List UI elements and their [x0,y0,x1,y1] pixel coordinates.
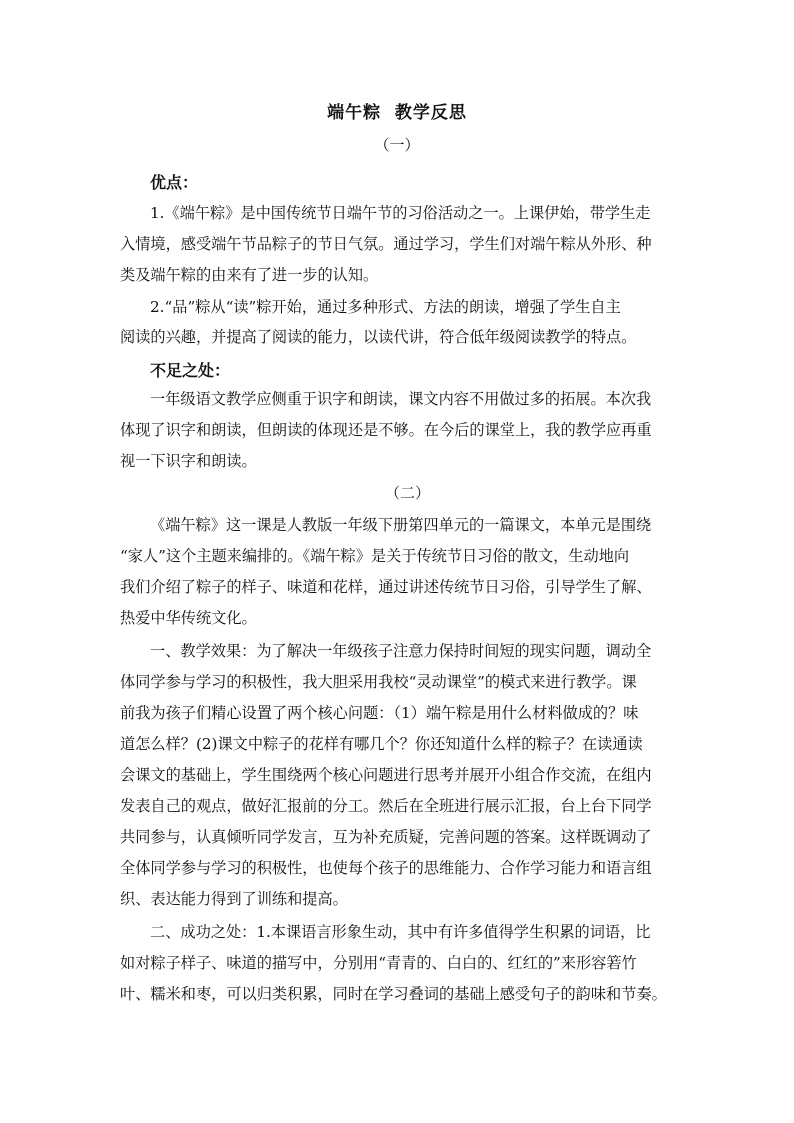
paragraph-line: 《端午粽》这一课是人教版一年级下册第四单元的一篇课文，本单元是围绕 [150,516,652,534]
paragraph-line: 我们介绍了粽子的样子、味道和花样，通过讲述传统节日习俗，引导学生了解、 [120,578,652,596]
paragraph-line: 1.《端午粽》是中国传统节日端午节的习俗活动之一。上课伊始，带学生走 [150,204,651,222]
paragraph-line: 会课文的基础上，学生围绕两个核心问题进行思考并展开小组合作交流，在组内 [120,766,652,784]
paragraph-line: 前我为孩子们精心设置了两个核心问题：（1）端午粽是用什么材料做成的？味 [120,704,639,722]
paragraph-line: 一、教学效果：为了解决一年级孩子注意力保持时间短的现实问题，调动全 [150,642,652,660]
document-title: 端午粽 教学反思 [327,103,467,123]
paragraph-line: 发表自己的观点，做好汇报前的分工。然后在全班进行展示汇报，台上台下同学 [120,797,652,815]
paragraph-line: 热爱中华传统文化。 [120,609,257,627]
paragraph-line: 织、表达能力得到了训练和提高。 [120,890,348,908]
paragraph-line: 如对粽子样子、味道的描写中，分别用“青青的、白白的、红红的”来形容箬竹 [120,954,637,972]
paragraph-line: “家人”这个主题来编排的。《端午粽》是关于传统节日习俗的散文，生动地向 [120,547,630,565]
paragraph-line: 叶、糯米和枣，可以归类积累，同时在学习叠词的基础上感受句子的韵味和节奏。 [120,985,667,1003]
paragraph-line: 道怎么样？(2)课文中粽子的花样有哪几个？你还知道什么样的粽子？在读通读 [120,735,643,753]
advantages-heading: 优点： [150,173,199,192]
paragraph-line: 体同学参与学习的积极性，我大胆采用我校“灵动课堂”的模式来进行教学。课 [120,673,637,691]
paragraph-line: 阅读的兴趣，并提高了阅读的能力，以读代讲，符合低年级阅读教学的特点。 [120,328,637,346]
paragraph-line: 共同参与，认真倾听同学发言，互为补充质疑，完善问题的答案。这样既调动了 [120,828,652,846]
paragraph-line: 全体同学参与学习的积极性，也使每个孩子的思维能力、合作学习能力和语言组 [120,859,652,877]
paragraph-line: 类及端午粽的由来有了进一步的认知。 [120,266,379,284]
part-one-label: （一） [374,136,420,154]
paragraph-line: 体现了识字和朗读，但朗读的体现还是不够。在今后的课堂上，我的教学应再重 [120,421,652,439]
paragraph-line: 2.“品”粽从“读”粽开始，通过多种形式、方法的朗读，增强了学生自主 [150,298,621,316]
part-two-label: （二） [385,484,431,502]
shortcomings-heading: 不足之处： [150,361,231,380]
paragraph-line: 入情境，感受端午节品粽子的节日气氛。通过学习，学生们对端午粽从外形、种 [120,235,652,253]
paragraph-line: 一年级语文教学应侧重于识字和朗读，课文内容不用做过多的拓展。本次我 [150,390,652,408]
paragraph-line: 视一下识字和朗读。 [120,452,257,470]
paragraph-line: 二、成功之处：1.本课语言形象生动，其中有许多值得学生积累的词语，比 [150,923,651,941]
